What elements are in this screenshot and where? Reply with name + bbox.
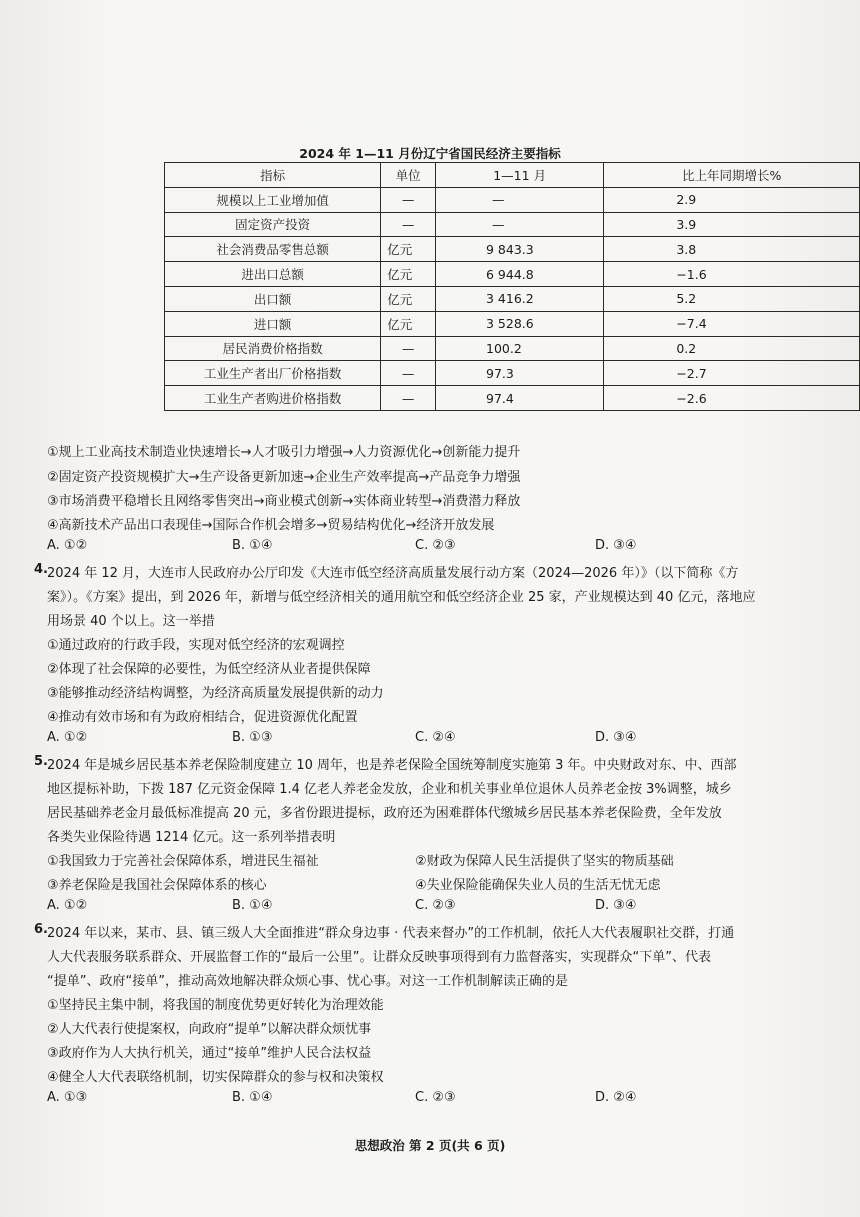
q3-answer-d[interactable]: D. ③④ <box>595 538 637 553</box>
q6-answer-b[interactable]: B. ①④ <box>232 1090 273 1105</box>
cell-value: — <box>436 212 604 237</box>
cell-unit: 亿元 <box>381 311 436 336</box>
q4-answer-b[interactable]: B. ①③ <box>232 730 273 745</box>
cell-growth: 0.2 <box>604 336 860 361</box>
q6-option-3: ③政府作为人大执行机关，通过“接单”维护人民合法权益 <box>47 1046 372 1061</box>
cell-unit: — <box>381 386 436 411</box>
table-row <box>165 336 860 361</box>
header-indicator: 指标 <box>165 163 381 188</box>
q4-stem-line-2: 案》）。《方案》提出，到 2026 年，新增与低空经济相关的通用航空和低空经济企业 25 家，产业规模达到 40 亿元，落地应 <box>47 590 756 605</box>
q3-option-3: ③市场消费平稳增长且网络零售突出→商业模式创新→实体商业转型→消费潜力释放 <box>47 494 521 509</box>
cell-growth: −2.7 <box>604 361 860 386</box>
q5-number: 5. <box>34 754 48 769</box>
q5-options-row-1 <box>47 850 827 868</box>
indicators-table <box>164 162 860 411</box>
q3-option-1: ①规上工业高技术制造业快速增长→人才吸引力增强→人力资源优化→创新能力提升 <box>47 445 521 460</box>
cell-indicator: 规模以上工业增加值 <box>165 187 381 212</box>
cell-value: 9 843.3 <box>436 237 604 262</box>
q5-stem-line-4: 各类失业保险待遇 1214 亿元。这一系列举措表明 <box>47 830 336 845</box>
q4-option-1: ①通过政府的行政手段，实现对低空经济的宏观调控 <box>47 638 345 653</box>
cell-indicator: 工业生产者出厂价格指数 <box>165 361 381 386</box>
q4-answer-d[interactable]: D. ③④ <box>595 730 637 745</box>
cell-growth: 3.9 <box>604 212 860 237</box>
q4-option-4: ④推动有效市场和有为政府相结合，促进资源优化配置 <box>47 710 358 725</box>
cell-indicator: 工业生产者购进价格指数 <box>165 386 381 411</box>
cell-unit: — <box>381 336 436 361</box>
cell-value: 97.4 <box>436 386 604 411</box>
q4-option-2: ②体现了社会保障的必要性，为低空经济从业者提供保障 <box>47 662 371 677</box>
q5-options-row-2 <box>47 874 827 892</box>
table-row <box>165 212 860 237</box>
cell-value: 3 528.6 <box>436 311 604 336</box>
q3-option-2: ②固定资产投资规模扩大→生产设备更新加速→企业生产效率提高→产品竞争力增强 <box>47 470 521 485</box>
q6-stem-line-2: 人大代表服务联系群众、开展监督工作的“最后一公里”。让群众反映事项得到有力监督落实，实现群众“下单”、代表 <box>47 950 711 965</box>
cell-indicator: 居民消费价格指数 <box>165 336 381 361</box>
q6-option-4: ④健全人大代表联络机制，切实保障群众的参与权和决策权 <box>47 1070 384 1085</box>
q6-stem-line-3: “提单”、政府“接单”，推动高效地解决群众烦心事、忧心事。对这一工作机制解读正确的是 <box>47 974 568 989</box>
q5-answer-d[interactable]: D. ③④ <box>595 898 637 913</box>
cell-unit: — <box>381 361 436 386</box>
table-row <box>165 386 860 411</box>
cell-unit: — <box>381 187 436 212</box>
header-growth: 比上年同期增长% <box>604 163 860 188</box>
q6-number: 6. <box>34 922 48 937</box>
cell-value: 6 944.8 <box>436 262 604 287</box>
table-row <box>165 237 860 262</box>
table-row <box>165 361 860 386</box>
q4-option-3: ③能够推动经济结构调整，为经济高质量发展提供新的动力 <box>47 686 384 701</box>
cell-growth: 3.8 <box>604 237 860 262</box>
q4-answer-c[interactable]: C. ②④ <box>415 730 456 745</box>
q5-answer-c[interactable]: C. ②③ <box>415 898 456 913</box>
q3-option-4: ④高新技术产品出口表现佳→国际合作机会增多→贸易结构优化→经济开放发展 <box>47 518 495 533</box>
cell-growth: 2.9 <box>604 187 860 212</box>
table-row <box>165 262 860 287</box>
q3-answer-b[interactable]: B. ①④ <box>232 538 273 553</box>
q5-answers <box>47 898 827 916</box>
q5-option-3: ③养老保险是我国社会保障体系的核心 <box>47 878 267 893</box>
q4-answer-a[interactable]: A. ①② <box>47 730 88 745</box>
q3-answers <box>47 538 827 556</box>
cell-growth: −1.6 <box>604 262 860 287</box>
page-footer: 思想政治 第 2 页(共 6 页) <box>354 1138 506 1153</box>
q6-stem-line-1: 2024 年以来，某市、县、镇三级人大全面推进“群众身边事 · 代表来督办”的工作机制，依托人大代表履职社交群，打通 <box>47 926 735 941</box>
cell-unit: 亿元 <box>381 286 436 311</box>
q4-number: 4. <box>34 562 48 577</box>
q3-answer-a[interactable]: A. ①② <box>47 538 88 553</box>
header-unit: 单位 <box>381 163 436 188</box>
cell-indicator: 进出口总额 <box>165 262 381 287</box>
cell-indicator: 固定资产投资 <box>165 212 381 237</box>
cell-indicator: 出口额 <box>165 286 381 311</box>
table-header-row <box>165 163 860 188</box>
q5-option-2: ②财政为保障人民生活提供了坚实的物质基础 <box>415 854 674 869</box>
cell-value: 100.2 <box>436 336 604 361</box>
header-period: 1—11 月 <box>436 163 604 188</box>
q5-answer-b[interactable]: B. ①④ <box>232 898 273 913</box>
q6-answers <box>47 1090 827 1108</box>
cell-value: — <box>436 187 604 212</box>
table-row <box>165 187 860 212</box>
q3-answer-c[interactable]: C. ②③ <box>415 538 456 553</box>
table-row <box>165 311 860 336</box>
cell-value: 3 416.2 <box>436 286 604 311</box>
table-row <box>165 286 860 311</box>
table-title: 2024 年 1—11 月份辽宁省国民经济主要指标 <box>299 146 561 161</box>
q5-stem-line-3: 居民基础养老金月最低标准提高 20 元，多省份跟进提标，政府还为困难群体代缴城乡居民基本养老保险费，全年发放 <box>47 806 722 821</box>
q6-answer-a[interactable]: A. ①③ <box>47 1090 88 1105</box>
q6-answer-d[interactable]: D. ②④ <box>595 1090 637 1105</box>
cell-growth: 5.2 <box>604 286 860 311</box>
cell-value: 97.3 <box>436 361 604 386</box>
q5-option-1: ①我国致力于完善社会保障体系，增进民生福祉 <box>47 854 319 869</box>
cell-indicator: 社会消费品零售总额 <box>165 237 381 262</box>
q5-stem-line-1: 2024 年是城乡居民基本养老保险制度建立 10 周年，也是养老保险全国统筹制度实施第 3 年。中央财政对东、中、西部 <box>47 758 737 773</box>
q6-option-2: ②人大代表行使提案权，向政府“提单”以解决群众烦忧事 <box>47 1022 372 1037</box>
cell-unit: 亿元 <box>381 262 436 287</box>
q6-option-1: ①坚持民主集中制，将我国的制度优势更好转化为治理效能 <box>47 998 384 1013</box>
cell-unit: 亿元 <box>381 237 436 262</box>
cell-unit: — <box>381 212 436 237</box>
q5-stem-line-2: 地区提标补助，下拨 187 亿元资金保障 1.4 亿老人养老金发放，企业和机关事业单位退休人员养老金按 3%调整，城乡 <box>47 782 732 797</box>
q6-answer-c[interactable]: C. ②③ <box>415 1090 456 1105</box>
q5-answer-a[interactable]: A. ①② <box>47 898 88 913</box>
q5-option-4: ④失业保险能确保失业人员的生活无忧无虑 <box>415 878 661 893</box>
q4-answers <box>47 730 827 748</box>
q4-stem-line-1: 2024 年 12 月，大连市人民政府办公厅印发《大连市低空经济高质量发展行动方案（2024—2026 年）》（以下简称《方 <box>47 566 739 581</box>
cell-growth: −7.4 <box>604 311 860 336</box>
q4-stem-line-3: 用场景 40 个以上。这一举措 <box>47 614 215 629</box>
cell-growth: −2.6 <box>604 386 860 411</box>
cell-indicator: 进口额 <box>165 311 381 336</box>
